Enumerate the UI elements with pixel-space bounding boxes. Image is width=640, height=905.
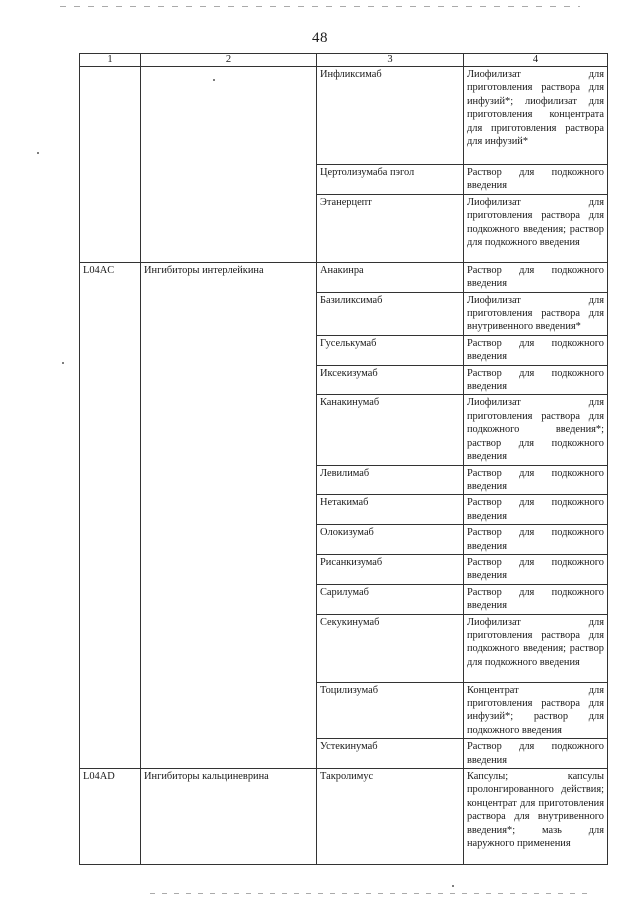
- dosage-form-cell: Лиофилизат для приготовления раствора для подкожного введения; раствор для подкожного введения: [464, 614, 608, 682]
- dosage-form-cell: Лиофилизат для приготовления раствора для подкожного введения*; раствор для подкожного введения: [464, 395, 608, 465]
- column-header-substance: 3: [317, 54, 464, 67]
- dosage-form-cell: Лиофилизат для приготовления раствора для подкожного введения; раствор для подкожного введения: [464, 194, 608, 262]
- dosage-form-cell: Раствор для подкожного введения: [464, 739, 608, 769]
- scan-speck: [37, 152, 39, 154]
- dosage-form-cell: Капсулы; капсулы пролонгированного действия; концентрат для приготовления раствора для внутривенного введения*; мазь для наружного применения: [464, 769, 608, 865]
- group-name-cell: Ингибиторы интерлейкина: [141, 262, 317, 768]
- substance-cell: Сарилумаб: [317, 584, 464, 614]
- table-row: [80, 262, 608, 292]
- substance-cell: Этанерцепт: [317, 194, 464, 262]
- scan-speck: [452, 885, 454, 887]
- table-row: [80, 769, 608, 865]
- substance-cell: Иксекизумаб: [317, 365, 464, 395]
- substance-cell: Гуселькумаб: [317, 335, 464, 365]
- scan-speck: [213, 79, 215, 81]
- substance-cell: Цертолизумаба пэгол: [317, 165, 464, 195]
- substance-cell: Канакинумаб: [317, 395, 464, 465]
- dosage-form-cell: Раствор для подкожного введения: [464, 165, 608, 195]
- substance-cell: Инфликсимаб: [317, 67, 464, 165]
- substance-cell: Такролимус: [317, 769, 464, 865]
- scan-speck: [62, 362, 64, 364]
- dosage-form-cell: Лиофилизат для приготовления раствора для инфузий*; лиофилизат для приготовления концентрата для приготовления раствора для инфузий*: [464, 67, 608, 165]
- table-header-row: [80, 54, 608, 67]
- dosage-form-cell: Раствор для подкожного введения: [464, 365, 608, 395]
- column-header-form: 4: [464, 54, 608, 67]
- table-row: [80, 67, 608, 165]
- dosage-form-cell: Раствор для подкожного введения: [464, 465, 608, 495]
- column-header-code: 1: [80, 54, 141, 67]
- dosage-form-cell: Раствор для подкожного введения: [464, 262, 608, 292]
- substance-cell: Базиликсимаб: [317, 292, 464, 335]
- substance-cell: Устекинумаб: [317, 739, 464, 769]
- substance-cell: Нетакимаб: [317, 495, 464, 525]
- substance-cell: Рисанкизумаб: [317, 554, 464, 584]
- atc-code-cell: L04AC: [80, 262, 141, 768]
- medication-table: [79, 53, 608, 865]
- dosage-form-cell: Раствор для подкожного введения: [464, 554, 608, 584]
- scan-edge-mark: [150, 893, 590, 894]
- atc-code-cell: L04AD: [80, 769, 141, 865]
- substance-cell: Анакинра: [317, 262, 464, 292]
- page-number: 48: [312, 30, 328, 46]
- substance-cell: Тоцилизумаб: [317, 682, 464, 739]
- column-header-group: 2: [141, 54, 317, 67]
- substance-cell: Олокизумаб: [317, 525, 464, 555]
- dosage-form-cell: Раствор для подкожного введения: [464, 584, 608, 614]
- dosage-form-cell: Раствор для подкожного введения: [464, 495, 608, 525]
- dosage-form-cell: Раствор для подкожного введения: [464, 525, 608, 555]
- dosage-form-cell: Лиофилизат для приготовления раствора для внутривенного введения*: [464, 292, 608, 335]
- dosage-form-cell: Раствор для подкожного введения: [464, 335, 608, 365]
- scan-edge-mark: [60, 6, 580, 7]
- group-name-cell: [141, 67, 317, 263]
- group-name-cell: Ингибиторы кальциневрина: [141, 769, 317, 865]
- atc-code-cell: [80, 67, 141, 263]
- dosage-form-cell: Концентрат для приготовления раствора для инфузий*; раствор для подкожного введения: [464, 682, 608, 739]
- substance-cell: Секукинумаб: [317, 614, 464, 682]
- substance-cell: Левилимаб: [317, 465, 464, 495]
